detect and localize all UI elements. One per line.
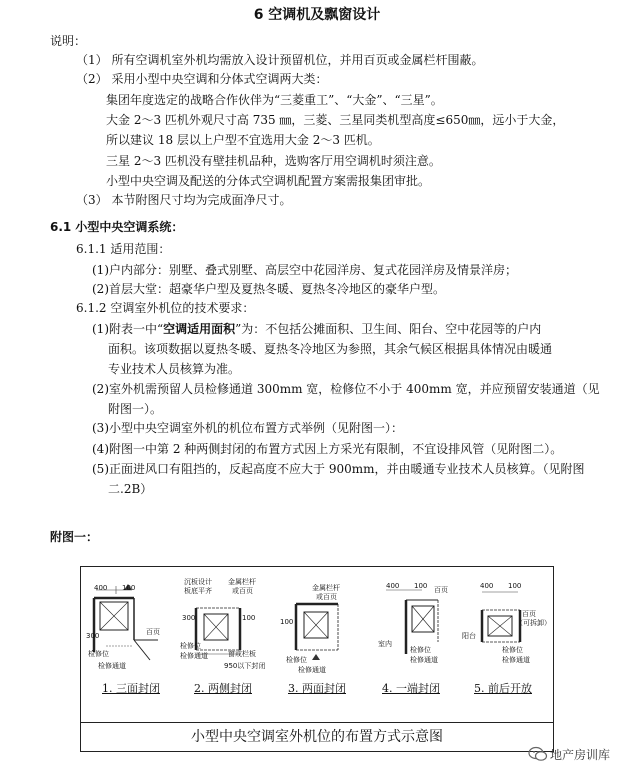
clause-6-1-1-item-1: (1)户内部分：别墅、叠式别墅、高层空中花园洋房、复式花园洋房及情景洋房； bbox=[92, 263, 518, 277]
clause-6-1-1-item-2: (2)首层大堂：超豪华户型及夏热冬暖、夏热冬冷地区的豪华户型。 bbox=[92, 282, 446, 296]
requirement-1-line-1: (1)附表一中“空调适用面积”为：不包括公摊面积、卫生间、阳台、空中花园等的户内 bbox=[92, 322, 542, 336]
figure-panel-5 bbox=[458, 570, 551, 716]
panel-1-dim-300: 300 bbox=[86, 632, 100, 640]
panel-5-service-position: 检修位 bbox=[502, 646, 523, 654]
note-1: （1） 所有空调机室外机均需放入设计预留机位，并用百页或金属栏杆围蔽。 bbox=[76, 53, 484, 67]
note-2-advice: 所以建议 18 层以上户型不宜选用大金 2～3 匹机。 bbox=[106, 133, 380, 147]
panel-3-service-channel: 检修通道 bbox=[298, 666, 326, 674]
figure-caption-divider bbox=[80, 722, 554, 723]
note-3: （3） 本节附图尺寸均为完成面净尺寸。 bbox=[76, 193, 292, 207]
panel-5-dim-100: 100 bbox=[508, 582, 522, 590]
panel-3-dim-100: 100 bbox=[280, 618, 294, 626]
requirement-2-line-2: 附图一）。 bbox=[108, 402, 163, 416]
panel-4-dim-100: 100 bbox=[414, 582, 428, 590]
panel-2-dim-100: 100 bbox=[242, 614, 256, 622]
panel-1-dim-100: 100 bbox=[122, 584, 136, 592]
figure-panel-3 bbox=[272, 570, 362, 716]
figure-panel-4 bbox=[366, 570, 456, 716]
panel-1-dim-400: 400 bbox=[94, 584, 108, 592]
note-2: （2） 采用小型中央空调和分体式空调两大类： bbox=[76, 72, 328, 86]
panel-2-note-sunken-slab: 沉板设计 bbox=[184, 578, 212, 586]
panel-3-note-or-shutter: 或百页 bbox=[316, 593, 337, 601]
panel-4-label: 4. 一端封闭 bbox=[382, 682, 440, 695]
notes-heading: 说明： bbox=[50, 34, 87, 48]
figure-panel-1 bbox=[86, 570, 176, 716]
panel-5-shutter-removable: （可拆卸） bbox=[516, 619, 551, 627]
requirement-5-line-2: 二.2B） bbox=[108, 482, 153, 496]
requirement-1-line-3: 专业技术人员核算为准。 bbox=[108, 362, 241, 376]
panel-1-label: 1. 三面封闭 bbox=[102, 682, 160, 695]
panel-3-label: 3. 两面封闭 bbox=[288, 682, 346, 695]
panel-2-note-or-shutter: 或百页 bbox=[232, 587, 253, 595]
clause-6-1-1: 6.1.1 适用范围： bbox=[76, 242, 171, 256]
panel-1-service-position: 检修位 bbox=[88, 650, 109, 658]
panel-5-dim-400: 400 bbox=[480, 582, 494, 590]
panel-5-service-channel: 检修通道 bbox=[502, 656, 530, 664]
figure-caption: 小型中央空调室外机位的布置方式示意图 bbox=[191, 729, 443, 745]
requirement-3: (3)小型中央空调室外机的机位布置方式举例（见附图一）： bbox=[92, 421, 404, 435]
section-heading: 6.1 小型中央空调系统： bbox=[50, 220, 184, 234]
panel-2-note-window-panel: 窗或栏板 bbox=[228, 650, 256, 658]
panel-3-note-railing: 金属栏杆 bbox=[312, 584, 340, 592]
panel-3-service-position: 检修位 bbox=[286, 656, 307, 664]
panel-2-note-railing: 金属栏杆 bbox=[228, 578, 256, 586]
note-2-approval: 小型中央空调及配送的分体式空调机配置方案需报集团审批。 bbox=[106, 174, 431, 188]
requirement-2-line-1: (2)室外机需预留人员检修通道 300mm 宽，检修位不小于 400mm 宽，并应预留安装通道（见 bbox=[92, 382, 600, 396]
page-title: 6 空调机及飘窗设计 bbox=[253, 7, 381, 23]
note-2-samsung: 三星 2～3 匹机没有壁挂机品种，选购客厅用空调机时须注意。 bbox=[106, 154, 441, 168]
panel-2-note-slab-level: 板底平齐 bbox=[184, 587, 212, 595]
panel-5-label: 5. 前后开放 bbox=[474, 682, 532, 695]
panel-2-dim-300: 300 bbox=[182, 614, 196, 622]
requirement-4: (4)附图一中第 2 种两侧封闭的布置方式因上方采光有限制，不宜设排风管（见附图二）。 bbox=[92, 442, 563, 456]
panel-5-balcony-label: 阳台 bbox=[462, 632, 476, 640]
panel-2-note-closed-below-950: 950以下封闭 bbox=[224, 662, 266, 670]
requirement-5-line-1: (5)正面进风口有阻挡的，反起高度不应大于 900mm，并由暖通专业技术人员核算。（见附图 bbox=[92, 462, 585, 476]
note-2-daikin-size: 大金 2～3 匹机外观尺寸高 735 ㎜，三菱、三星同类机型高度≤650㎜，远小于大金， bbox=[106, 113, 565, 127]
panel-5-shutter-label: 百页 bbox=[522, 610, 536, 618]
watermark bbox=[528, 744, 628, 764]
panel-4-service-position: 检修位 bbox=[410, 646, 431, 654]
figure-heading: 附图一： bbox=[50, 530, 99, 544]
watermark-text: 地产房训库 bbox=[550, 748, 611, 762]
panel-2-service-position: 检修位 bbox=[180, 642, 201, 650]
note-2-partners: 集团年度选定的战略合作伙伴为“三菱重工”、“大金”、“三星”。 bbox=[106, 93, 443, 107]
clause-6-1-2: 6.1.2 空调室外机位的技术要求： bbox=[76, 301, 255, 315]
term-applicable-area: 空调适用面积 bbox=[163, 322, 236, 336]
panel-4-service-channel: 检修通道 bbox=[410, 656, 438, 664]
panel-2-service-channel: 检修通道 bbox=[180, 652, 208, 660]
panel-1-service-channel: 检修通道 bbox=[98, 662, 126, 670]
panel-4-room-label: 室内 bbox=[378, 640, 392, 648]
panel-2-label: 2. 两侧封闭 bbox=[194, 682, 252, 695]
figure-panel-2 bbox=[178, 570, 268, 716]
panel-4-dim-400: 400 bbox=[386, 582, 400, 590]
wechat-icon bbox=[528, 746, 548, 762]
panel-1-shutter-label: 百页 bbox=[146, 628, 160, 636]
requirement-1-line-2: 面积。该项数据以夏热冬暖、夏热冬冷地区为参照，其余气候区根据具体情况由暖通 bbox=[108, 342, 553, 356]
panel-4-shutter-label: 百页 bbox=[434, 586, 448, 594]
